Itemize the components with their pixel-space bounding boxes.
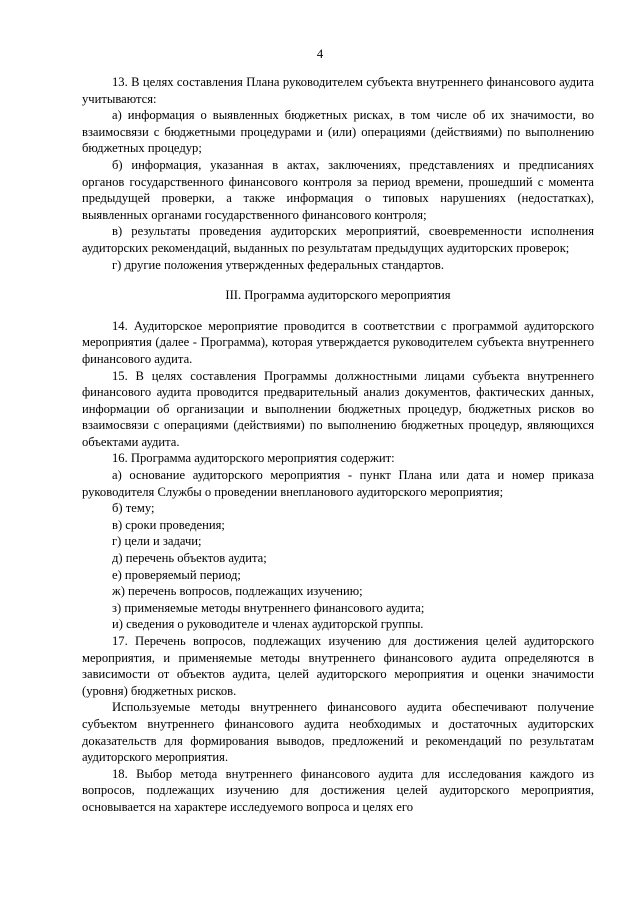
paragraph: 13. В целях составления Плана руководителем субъекта внутреннего финансового аудита учитываются: bbox=[82, 75, 594, 106]
list-item: в) сроки проведения; bbox=[112, 517, 225, 532]
paragraph: в) результаты проведения аудиторских мероприятий, своевременности исполнения аудиторских рекомендаций, выданных по результатам предыдущих аудиторских проверок; bbox=[82, 224, 594, 255]
list-item: б) тему; bbox=[112, 501, 155, 516]
list-item: з) применяемые методы внутреннего финансового аудита; bbox=[112, 600, 425, 615]
paragraph: а) информация о выявленных бюджетных рисках, в том числе об их значимости, во взаимосвязи с бюджетными процедурами и (или) операциями (действиями) по выполнению бюджетных процедур; bbox=[82, 108, 594, 156]
paragraph: 16. Программа аудиторского мероприятия содержит: bbox=[112, 451, 395, 466]
document-body bbox=[82, 74, 594, 816]
list-item: ж) перечень вопросов, подлежащих изучению; bbox=[112, 584, 363, 599]
paragraph: г) другие положения утвержденных федеральных стандартов. bbox=[112, 257, 444, 272]
list-item: д) перечень объектов аудита; bbox=[112, 551, 267, 566]
paragraph: 14. Аудиторское мероприятие проводится в соответствии с программой аудиторского мероприятия (далее - Программа), которая утверждается руководителем субъекта внутреннего финансового аудита. bbox=[82, 318, 594, 366]
paragraph: а) основание аудиторского мероприятия - пункт Плана или дата и номер приказа руководителя Службы о проведении внепланового аудиторского мероприятия; bbox=[82, 468, 594, 499]
paragraph: Используемые методы внутреннего финансового аудита обеспечивают получение субъектом внутреннего финансового аудита необходимых и достаточных аудиторских доказательств для формирования выводов, предложений и рекомендаций по результатам аудиторского мероприятия. bbox=[82, 700, 594, 765]
paragraph: б) информация, указанная в актах, заключениях, представлениях и предписаниях органов государственного финансового контроля за период времени, прошедший с момента предыдущей проверки, а также информация о типовых нарушениях (недостатках), выявленных органами государственного финансового контроля; bbox=[82, 157, 594, 222]
paragraph: 15. В целях составления Программы должностными лицами субъекта внутреннего финансового аудита проводится предварительный анализ документов, фактических данных, информации об организации и выполнении бюджетных процедур, бюджетных рисков во взаимосвязи с операциями (действиями) по выполнению бюджетных процедур, являющихся объектами аудита. bbox=[82, 368, 594, 449]
paragraph: 17. Перечень вопросов, подлежащих изучению для достижения целей аудиторского мероприятия, и применяемые методы внутреннего финансового аудита определяются в зависимости от объектов аудита, целей аудиторского мероприятия и оценки значимости (уровня) бюджетных рисков. bbox=[82, 634, 594, 698]
list-item: е) проверяемый период; bbox=[112, 567, 241, 582]
list-item: г) цели и задачи; bbox=[112, 534, 202, 549]
paragraph: 18. Выбор метода внутреннего финансового аудита для исследования каждого из вопросов, подлежащих изучению для достижения целей аудиторского мероприятия, основывается на характере исследуемого вопроса и целях его bbox=[82, 766, 594, 814]
section-heading: III. Программа аудиторского мероприятия bbox=[225, 288, 451, 303]
page-number: 4 bbox=[316, 47, 324, 61]
list-item: и) сведения о руководителе и членах аудиторской группы. bbox=[112, 617, 424, 632]
